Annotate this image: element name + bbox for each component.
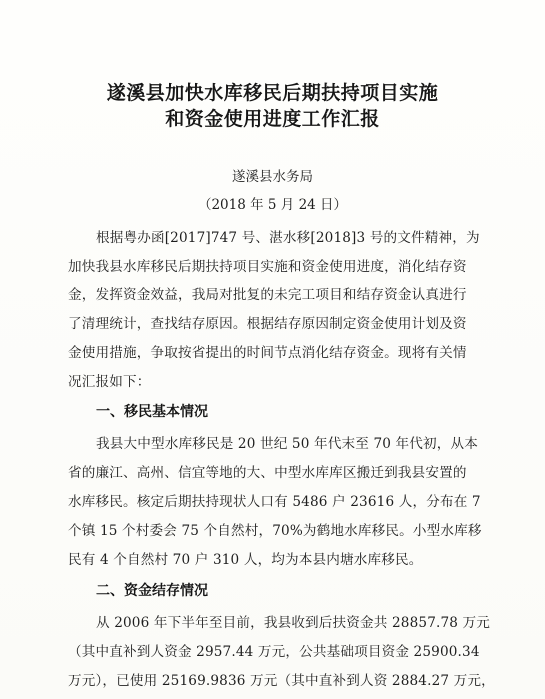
paragraph-2-line-1: 我县大中型水库移民是 20 世纪 50 年代末至 70 年代初，从本 [96,436,478,452]
paragraph-2-line-3: 水库移民。核定后期扶持现状人口有 5486 户 23616 人，分布在 7 [68,494,481,510]
paragraph-1-line-4: 了清理统计，查找结存原因。根据结存原因制定资金使用计划及资 [68,316,467,332]
paragraph-1-line-3: 金，发挥资金效益，我局对批复的未完工项目和结存资金认真进行 [68,287,467,303]
paragraph-2-line-4: 个镇 15 个村委会 75 个自然村，70%为鹤地水库移民。小型水库移 [68,523,482,539]
section-heading-1: 一、移民基本情况 [96,404,208,420]
paragraph-3-line-3: 万元），已使用 25169.9836 万元（其中直补到人资 2884.27 万元， [68,673,495,689]
paragraph-3-line-2: （其中直补到人资金 2957.44 万元，公共基础项目资金 25900.34 [68,644,480,660]
section-heading-2: 二、资金结存情况 [96,583,208,599]
document-date: （2018 年 5 月 24 日） [197,197,348,213]
paragraph-3-line-1: 从 2006 年下半年至目前，我县收到后扶资金共 28857.78 万元 [96,615,491,631]
paragraph-1-line-6: 况汇报如下： [68,374,151,390]
paragraph-1-line-5: 金使用措施，争取按省提出的时间节点消化结存资金。现将有关情 [68,345,467,361]
document-title-line-1: 遂溪县加快水库移民后期扶持项目实施 [106,82,439,104]
paragraph-2-line-5: 民有 4 个自然村 70 户 310 人，均为本县内塘水库移民。 [68,552,423,568]
paragraph-2-line-2: 省的廉江、高州、信宜等地的大、中型水库库区搬迁到我县安置的 [68,465,467,481]
document-author: 遂溪县水务局 [232,169,313,185]
paragraph-1-line-1: 根据粤办函[2017]747 号、湛水移[2018]3 号的文件精神，为 [96,230,480,246]
paragraph-1-line-2: 加快我县水库移民后期扶持项目实施和资金使用进度，消化结存资 [68,259,467,275]
document-title-line-2: 和资金使用进度工作汇报 [165,108,380,130]
